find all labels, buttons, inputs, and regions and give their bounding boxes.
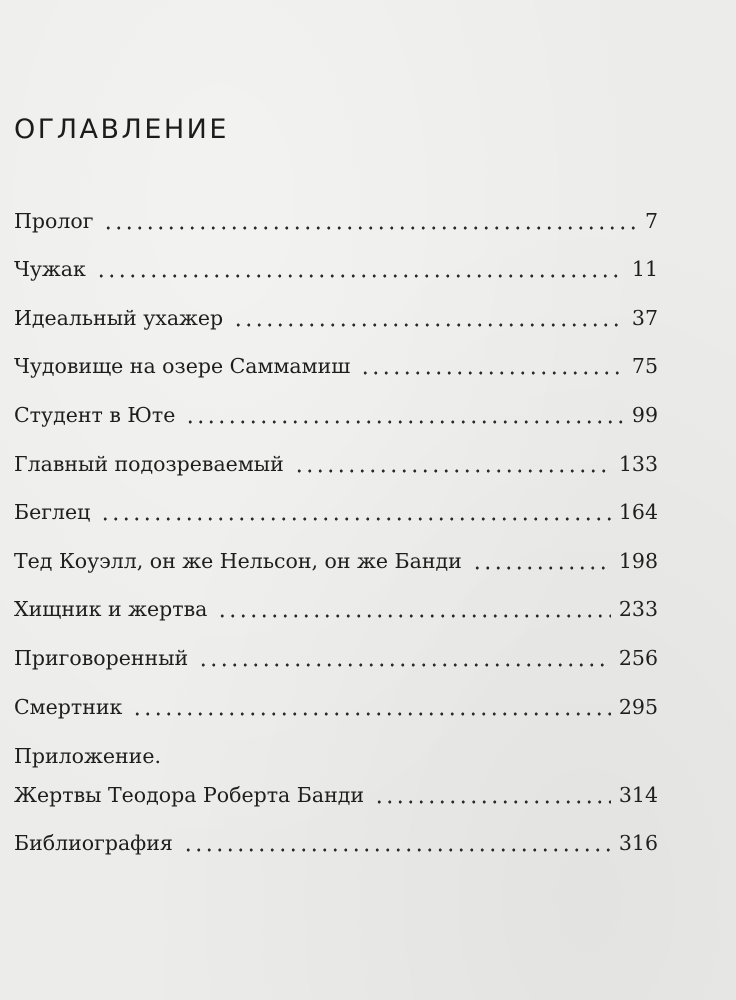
toc-entry xyxy=(14,192,658,241)
dot-leader xyxy=(100,502,611,522)
dot-leader xyxy=(96,259,624,279)
toc-entry-title: Чудовище на озере Саммамиш xyxy=(14,354,351,379)
dot-leader xyxy=(217,599,610,619)
toc-entry-title: Пролог xyxy=(14,208,94,233)
toc-entry xyxy=(14,435,658,484)
toc-heading: ОГЛАВЛЕНИЕ xyxy=(14,114,229,145)
toc-entry-page: 75 xyxy=(631,354,658,379)
toc-entry-page: 198 xyxy=(618,548,658,573)
toc-entry-title: Жертвы Теодора Роберта Банди xyxy=(14,782,365,807)
toc-entry xyxy=(14,289,658,338)
toc-entry-page: 295 xyxy=(618,694,658,719)
dot-leader xyxy=(183,833,611,853)
toc-entry-page: 314 xyxy=(618,782,658,807)
toc-entry xyxy=(14,338,658,387)
toc-entry-title: Идеальный ухажер xyxy=(14,305,224,330)
dot-leader xyxy=(233,308,624,328)
toc-entry-page: 316 xyxy=(618,831,658,856)
toc-entry-title: Чужак xyxy=(14,257,86,282)
toc-entry-title: Тед Коуэлл, он же Нельсон, он же Банди xyxy=(14,548,462,573)
toc-entry-title: Приговоренный xyxy=(14,645,189,670)
dot-leader xyxy=(472,551,611,571)
toc-entry-page: 256 xyxy=(618,645,658,670)
dot-leader xyxy=(360,356,624,376)
toc-entry xyxy=(14,484,658,533)
toc-entry xyxy=(14,629,658,678)
dot-leader xyxy=(294,454,611,474)
toc-entry-page: 7 xyxy=(644,208,658,233)
toc-entry-title: Студент в Юте xyxy=(14,402,176,427)
toc-entry-title: Библиография xyxy=(14,831,173,856)
dot-leader xyxy=(185,405,624,425)
toc-entry-title-line1: Приложение. xyxy=(14,743,161,768)
toc-entry-page: 11 xyxy=(631,257,658,282)
toc-entry xyxy=(14,678,658,727)
toc-entry-page: 164 xyxy=(618,500,658,525)
dot-leader xyxy=(103,211,637,231)
toc-entry xyxy=(14,241,658,290)
table-of-contents xyxy=(14,192,658,863)
toc-entry-title: Беглец xyxy=(14,500,91,525)
toc-entry xyxy=(14,386,658,435)
toc-entry xyxy=(14,581,658,630)
toc-entry-page: 233 xyxy=(618,597,658,622)
dot-leader xyxy=(132,697,610,717)
toc-entry-title: Главный подозреваемый xyxy=(14,451,284,476)
toc-entry xyxy=(14,532,658,581)
toc-entry-appendix xyxy=(14,727,658,815)
toc-entry xyxy=(14,815,658,864)
toc-entry-line2 xyxy=(14,781,658,809)
toc-entry-page: 133 xyxy=(618,451,658,476)
dot-leader xyxy=(198,648,611,668)
toc-entry-title: Хищник и жертва xyxy=(14,597,208,622)
toc-entry-page: 99 xyxy=(631,402,658,427)
toc-entry-page: 37 xyxy=(631,305,658,330)
dot-leader xyxy=(374,785,611,805)
toc-entry-title: Смертник xyxy=(14,694,123,719)
